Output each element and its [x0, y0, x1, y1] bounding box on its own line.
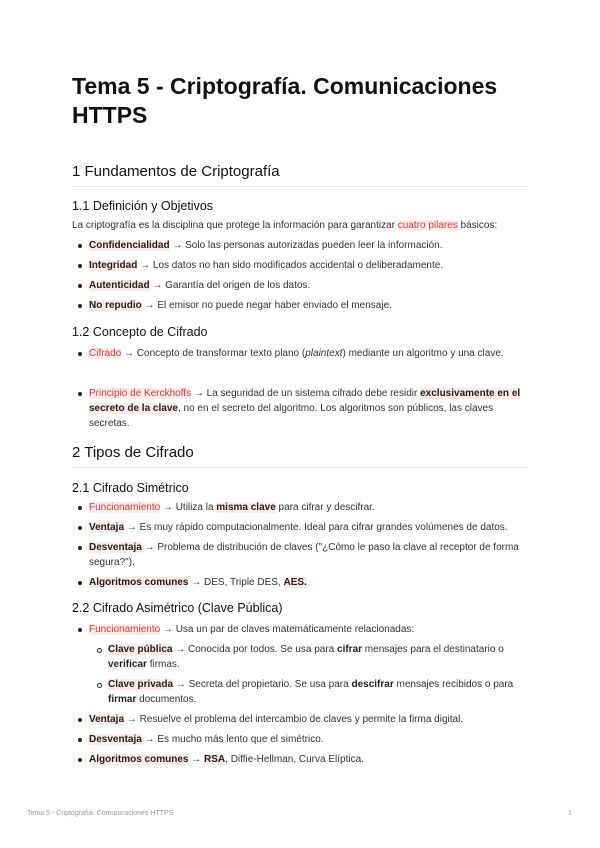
cifrado-list	[72, 346, 522, 361]
list-item: Cifrado → Concepto de transformar texto plano (plaintext) mediante un algoritmo y una clave.	[72, 346, 522, 361]
list-item: Autenticidad → Garantía del origen de los datos.	[72, 278, 522, 293]
subsection-heading-2-2: 2.2 Cifrado Asimétrico (Clave Pública)	[72, 601, 283, 615]
list-item: Clave privada → Secreta del propietario. Se usa para descifrar mensajes recibidos o para firmar documentos.	[89, 677, 522, 707]
pillars-list	[72, 238, 522, 313]
intro-paragraph: La criptografía es la disciplina que protege la información para garantizar cuatro pilares básicos:	[72, 220, 498, 231]
key-pair-list	[89, 642, 522, 707]
list-item: No repudio → El emisor no puede negar haber enviado el mensaje.	[72, 298, 522, 313]
list-item: Desventaja → Es mucho más lento que el simétrico.	[72, 732, 522, 747]
subsection-heading-1-1: 1.1 Definición y Objetivos	[72, 199, 214, 213]
list-item: Confidencialidad → Solo las personas autorizadas pueden leer la información.	[72, 238, 522, 253]
list-item: Algoritmos comunes → DES, Triple DES, AES.	[72, 575, 522, 590]
kerckhoffs-list	[72, 386, 522, 431]
list-item: Clave pública → Conocida por todos. Se usa para cifrar mensajes para el destinatario o verificar firmas.	[89, 642, 522, 672]
list-item: Funcionamiento → Utiliza la misma clave para cifrar y descifrar.	[72, 500, 522, 515]
list-item: Ventaja → Resuelve el problema del intercambio de claves y permite la firma digital.	[72, 712, 522, 727]
list-item: Desventaja → Problema de distribución de claves ("¿Cómo le paso la clave al receptor de forma segura?").	[72, 540, 522, 570]
section-heading-1: 1 Fundamentos de Criptografía	[72, 163, 528, 187]
subsection-heading-2-1: 2.1 Cifrado Simétrico	[72, 481, 189, 495]
highlight-term: cuatro pilares	[397, 220, 458, 231]
subsection-heading-1-2: 1.2 Concepto de Cifrado	[72, 325, 208, 339]
list-item: Ventaja → Es muy rápido computacionalmente. Ideal para cifrar grandes volúmenes de datos.	[72, 520, 522, 535]
document-title: Tema 5 - Criptografía. Comunicaciones HTTPS	[72, 73, 498, 128]
page-footer: Tema 5 - Criptografía. Comunicaciones HTTPS	[27, 810, 174, 817]
section-heading-2: 2 Tipos de Cifrado	[72, 444, 528, 468]
list-item: Principio de Kerckhoffs → La seguridad de un sistema cifrado debe residir exclusivamente en el secreto de la clave, no en el secreto del algoritmo. Los algoritmos son públicos, las claves secretas.	[72, 386, 522, 431]
symmetric-list	[72, 500, 522, 590]
asymmetric-list	[72, 622, 522, 767]
list-item: Funcionamiento → Usa un par de claves matemáticamente relacionadas: Clave pública → Conocida por todos. Se usa para cifrar mensajes para el destinatario o verificar firmas. Clave privada → Secreta del propietario. Se usa para descifrar mensajes recibidos o para firmar documentos.	[72, 622, 522, 707]
list-item: Integridad → Los datos no han sido modificados accidental o deliberadamente.	[72, 258, 522, 273]
list-item: Algoritmos comunes → RSA, Diffie-Hellman, Curva Elíptica.	[72, 752, 522, 767]
page-number: 1	[568, 810, 572, 817]
